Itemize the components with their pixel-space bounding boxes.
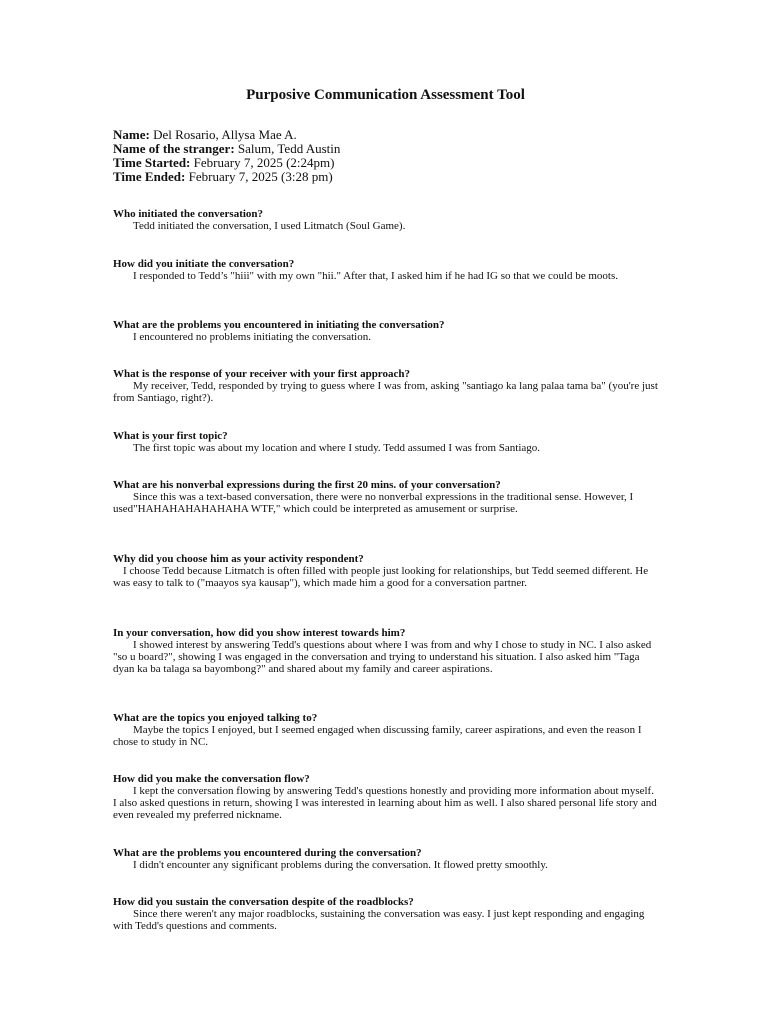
info-label: Time Started: <box>113 155 191 170</box>
qa-item <box>113 712 658 748</box>
answer: Since this was a text-based conversation, there were no nonverbal expressions in the traditional sense. However, I used"HAHAHAHAHAHAHA WTF," which could be interpreted as amusement or surprise. <box>113 491 634 516</box>
qa-item <box>113 773 658 822</box>
question: What are the topics you enjoyed talking to? <box>113 712 318 724</box>
info-value: February 7, 2025 (2:24pm) <box>193 155 335 170</box>
qa-item <box>113 208 658 232</box>
info-value: February 7, 2025 (3:28 pm) <box>188 169 333 184</box>
question: How did you sustain the conversation despite of the roadblocks? <box>113 896 414 908</box>
answer: The first topic was about my location and where I study. Tedd assumed I was from Santiago. <box>133 442 541 454</box>
qa-item <box>113 430 658 454</box>
answer: My receiver, Tedd, responded by trying to guess where I was from, asking "santiago ka lang palaa tama ba" (you're just from Santiago, right?). <box>113 380 658 405</box>
question: What is the response of your receiver with your first approach? <box>113 368 410 380</box>
answer: I showed interest by answering Tedd's questions about where I was from and why I chose to study in NC. I also asked "so u board?", showing I was engaged in the conversation and trying to understand his situation. I also asked him "Taga dyan ka ba talaga sa bayombong?" and shared about my family and career aspirations. <box>113 639 652 676</box>
question: How did you initiate the conversation? <box>113 258 295 270</box>
answer: I encountered no problems initiating the conversation. <box>133 331 371 343</box>
question: What are his nonverbal expressions during the first 20 mins. of your conversation? <box>113 479 501 491</box>
qa-item <box>113 368 658 404</box>
respondent-info <box>113 128 658 184</box>
qa-item <box>113 627 658 676</box>
answer: I kept the conversation flowing by answering Tedd's questions honestly and providing more information about myself. I also asked questions in return, showing I was interested in learning about him as well. I also shared personal life story and even revealed my preferred nickname. <box>113 785 657 822</box>
question: In your conversation, how did you show interest towards him? <box>113 627 406 639</box>
info-value: Del Rosario, Allysa Mae A. <box>153 127 297 142</box>
answer: I choose Tedd because Litmatch is often filled with people just looking for relationships, but Tedd seemed different. He was easy to talk to ("maayos sya kausap"), which made him a good for a conversation partner. <box>113 565 649 590</box>
question: What are the problems you encountered during the conversation? <box>113 847 422 859</box>
question: How did you make the conversation flow? <box>113 773 310 785</box>
document-title: Purposive Communication Assessment Tool <box>246 87 525 103</box>
answer: I didn't encounter any significant problems during the conversation. It flowed pretty smoothly. <box>133 859 548 871</box>
answer: Since there weren't any major roadblocks, sustaining the conversation was easy. I just kept responding and engaging with Tedd's questions and comments. <box>113 908 645 933</box>
qa-item <box>113 847 658 871</box>
qa-item <box>113 479 658 515</box>
answer: Maybe the topics I enjoyed, but I seemed engaged when discussing family, career aspirations, and even the reason I chose to study in NC. <box>113 724 642 749</box>
qa-item <box>113 258 658 282</box>
info-time-started <box>113 156 658 170</box>
question: Why did you choose him as your activity respondent? <box>113 553 364 565</box>
question: What are the problems you encountered in initiating the conversation? <box>113 319 445 331</box>
info-value: Salum, Tedd Austin <box>237 141 341 156</box>
qa-item <box>113 553 658 589</box>
info-label: Time Ended: <box>113 169 186 184</box>
answer: I responded to Tedd’s "hiii" with my own "hii." After that, I asked him if he had IG so that we could be moots. <box>133 270 619 282</box>
question: What is your first topic? <box>113 430 228 442</box>
qa-item <box>113 896 658 932</box>
info-label: Name: <box>113 127 150 142</box>
info-stranger <box>113 142 658 156</box>
info-label: Name of the stranger: <box>113 141 235 156</box>
question: Who initiated the conversation? <box>113 208 264 220</box>
info-name <box>113 128 658 142</box>
info-time-ended <box>113 170 658 184</box>
qa-item <box>113 319 658 343</box>
answer: Tedd initiated the conversation, I used Litmatch (Soul Game). <box>133 220 406 232</box>
